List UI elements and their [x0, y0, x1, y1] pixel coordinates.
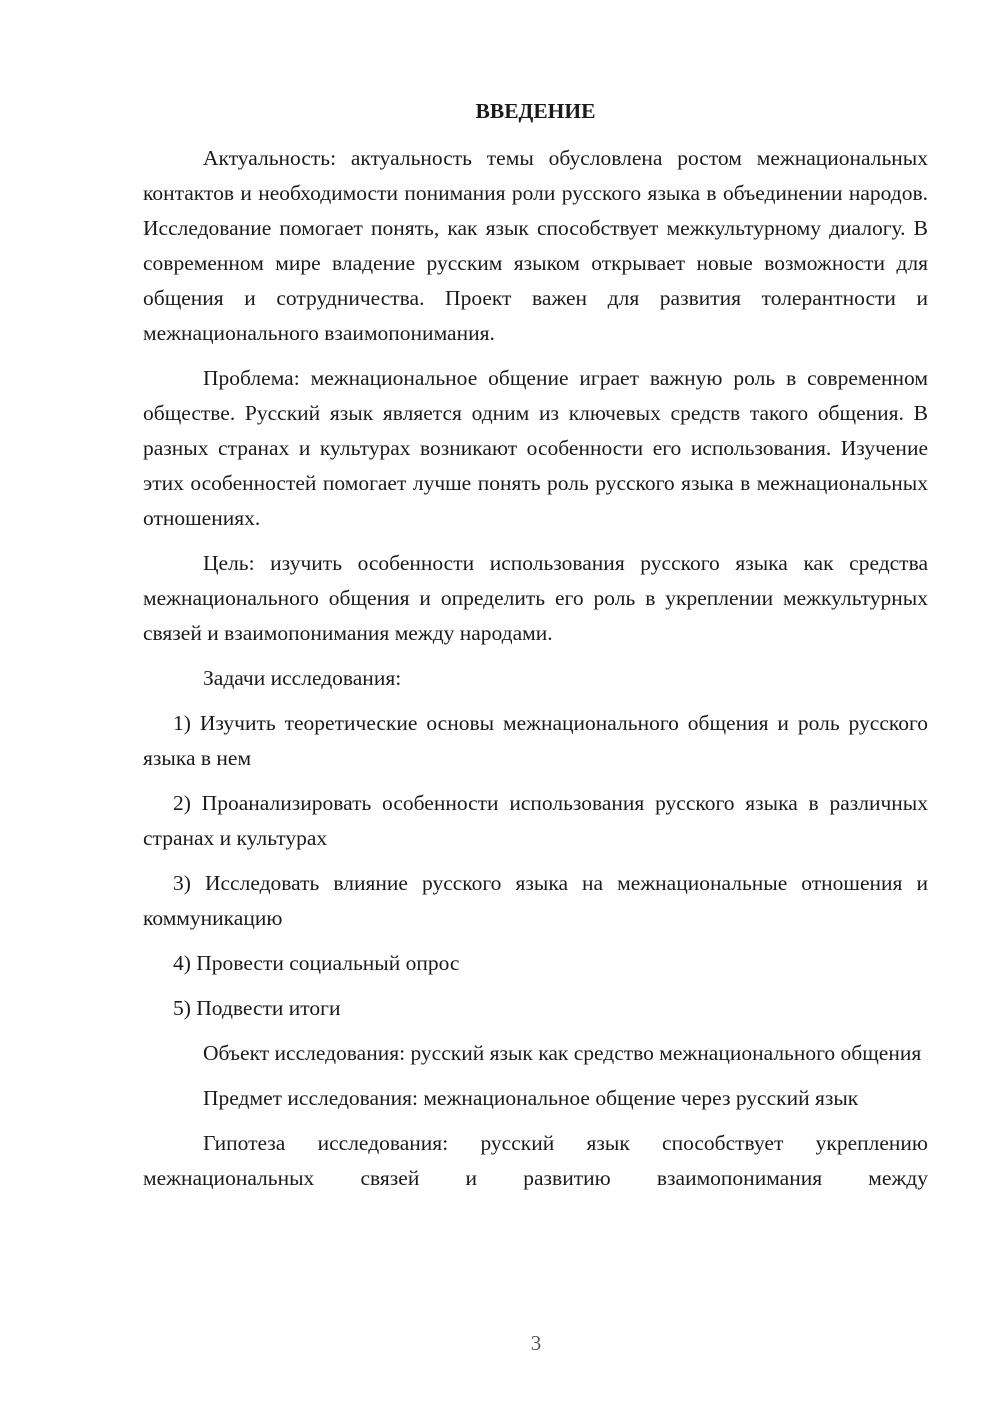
tasks-heading: Задачи исследования:: [203, 666, 402, 690]
task-item-3: 3) Исследовать влияние русского языка на межнациональные отношения и коммуникацию: [143, 871, 928, 930]
hypothesis-paragraph: Гипотеза исследования: русский язык способствует укреплению межнациональных связей и развитию взаимопонимания между: [143, 1131, 928, 1190]
task-item-2: 2) Проанализировать особенности использования русского языка в различных странах и культурах: [143, 791, 928, 850]
object-paragraph: Объект исследования: русский язык как средство межнационального общения: [203, 1041, 922, 1065]
task-item-1: 1) Изучить теоретические основы межнационального общения и роль русского языка в нем: [143, 711, 928, 770]
goal-paragraph: Цель: изучить особенности использования русского языка как средства межнационального общения и определить его роль в укреплении межкультурных связей и взаимопонимания между народами.: [143, 551, 928, 645]
page-number: 3: [530, 1331, 542, 1355]
task-item-5: 5) Подвести итоги: [173, 996, 341, 1020]
subject-paragraph: Предмет исследования: межнациональное общение через русский язык: [203, 1086, 859, 1110]
relevance-paragraph: Актуальность: актуальность темы обусловлена ростом межнациональных контактов и необходимости понимания роли русского языка в объединении народов. Исследование помогает понять, как язык способствует межкультурному диалогу. В современном мире владение русским языком открывает новые возможности для общения и сотрудничества. Проект важен для развития толерантности и межнационального взаимопонимания.: [143, 146, 928, 345]
document-body: [143, 94, 928, 1196]
section-title: ВВЕДЕНИЕ: [475, 99, 596, 123]
task-item-4: 4) Провести социальный опрос: [173, 951, 460, 975]
problem-paragraph: Проблема: межнациональное общение играет важную роль в современном обществе. Русский язык является одним из ключевых средств такого общения. В разных странах и культурах возникают особенности его использования. Изучение этих особенностей помогает лучше понять роль русского языка в межнациональных отношениях.: [143, 366, 928, 530]
